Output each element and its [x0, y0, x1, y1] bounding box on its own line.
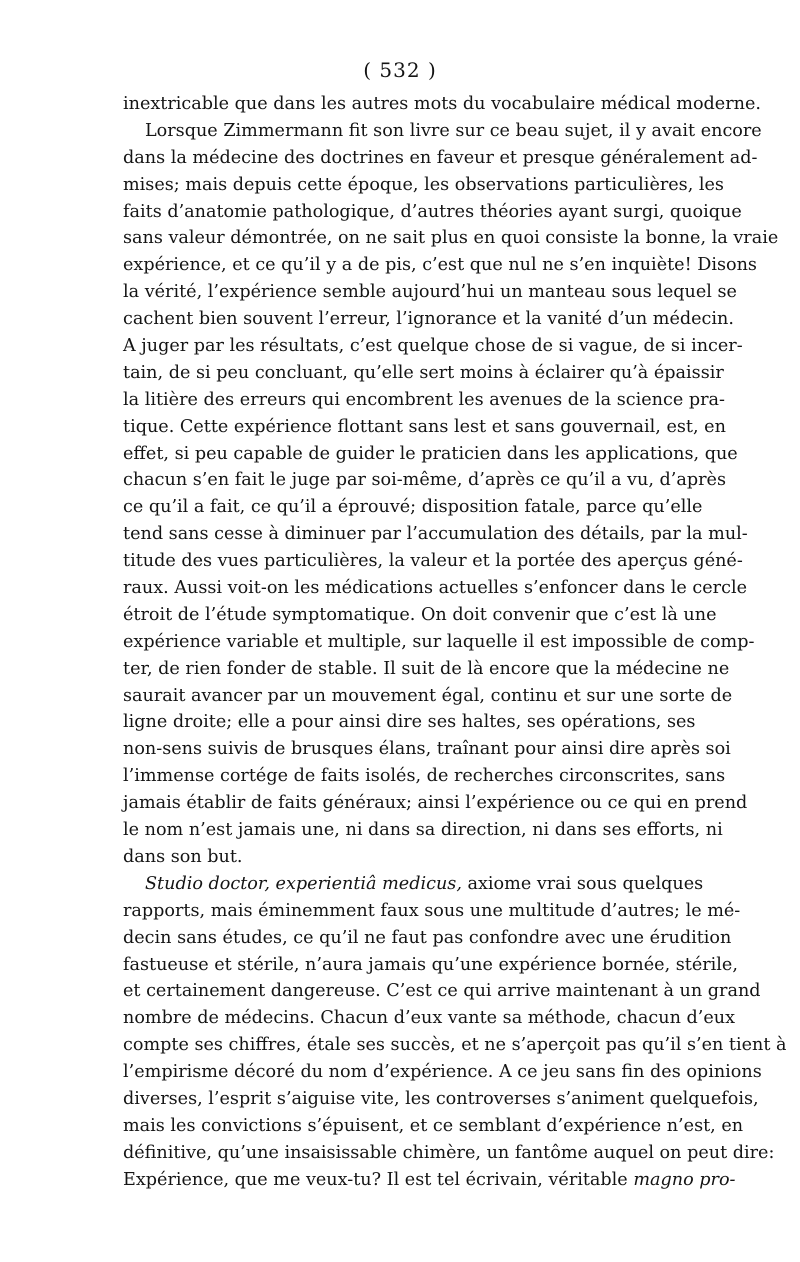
- text-line: compte ses chiffres, étale ses succès, et ne s’aperçoit pas qu’il s’en tient à: [123, 1035, 787, 1056]
- text-line: fastueuse et stérile, n’aura jamais qu’une expérience bornée, stérile,: [123, 954, 738, 975]
- latin-quote: Studio doctor, experientiâ medicus,: [145, 873, 462, 894]
- text-line: expérience variable et multiple, sur laquelle il est impossible de comp-: [123, 631, 755, 652]
- text-line: non-sens suivis de brusques élans, traînant pour ainsi dire après soi: [123, 739, 731, 760]
- text-line: tain, de si peu concluant, qu’elle sert moins à éclairer qu’à épaissir: [123, 362, 724, 383]
- text-line: cachent bien souvent l’erreur, l’ignorance et la vanité d’un médecin.: [123, 309, 734, 330]
- text-line: ter, de rien fonder de stable. Il suit de là encore que la médecine ne: [123, 658, 730, 679]
- page-number: ( 532 ): [363, 58, 437, 82]
- text-line: rapports, mais éminemment faux sous une multitude d’autres; le mé-: [123, 900, 741, 921]
- text-line: Lorsque Zimmermann fit son livre sur ce beau sujet, il y avait encore: [145, 120, 762, 141]
- text-line: [123, 871, 704, 898]
- text-line: mais les convictions s’épuisent, et ce semblant d’expérience n’est, en: [123, 1115, 744, 1136]
- text-line: jamais établir de faits généraux; ainsi l’expérience ou ce qui en prend: [123, 793, 748, 814]
- latin-fragment: magno pro-: [633, 1169, 736, 1190]
- text-line: raux. Aussi voit-on les médications actuelles s’enfoncer dans le cercle: [123, 578, 747, 599]
- text-line: tend sans cesse à diminuer par l’accumulation des détails, par la mul-: [123, 524, 748, 545]
- text-line: et certainement dangereuse. C’est ce qui arrive maintenant à un grand: [123, 981, 761, 1002]
- paragraph-3: [123, 871, 787, 1194]
- text-line: ce qu’il a fait, ce qu’il a éprouvé; disposition fatale, parce qu’elle: [123, 497, 703, 518]
- text-line: effet, si peu capable de guider le praticien dans les applications, que: [123, 443, 738, 464]
- text-line: la vérité, l’expérience semble aujourd’hui un manteau sous lequel se: [123, 282, 737, 303]
- text-line: mises; mais depuis cette époque, les observations particulières, les: [123, 174, 724, 195]
- text-line: étroit de l’étude symptomatique. On doit convenir que c’est là une: [123, 604, 717, 625]
- text-line: sans valeur démontrée, on ne sait plus en quoi consiste la bonne, la vraie: [123, 228, 779, 249]
- text-line: le nom n’est jamais une, ni dans sa direction, ni dans ses efforts, ni: [123, 820, 723, 841]
- text-line: ligne droite; elle a pour ainsi dire ses haltes, ses opérations, ses: [123, 712, 696, 733]
- text-line: définitive, qu’une insaisissable chimère, un fantôme auquel on peut dire:: [123, 1142, 775, 1163]
- text-line: dans la médecine des doctrines en faveur et presque généralement ad-: [123, 147, 758, 168]
- paragraph-2: [123, 118, 779, 871]
- text-line: [123, 1167, 736, 1194]
- text-line: nombre de médecins. Chacun d’eux vante sa méthode, chacun d’eux: [123, 1008, 736, 1029]
- text-line: dans son but.: [123, 846, 243, 867]
- text-line: faits d’anatomie pathologique, d’autres théories ayant surgi, quoique: [123, 201, 742, 222]
- text-line: chacun s’en fait le juge par soi-même, d’après ce qu’il a vu, d’après: [123, 470, 726, 491]
- text-fragment: Expérience, que me veux-tu? Il est tel écrivain, véritable: [123, 1169, 634, 1190]
- text-line: saurait avancer par un mouvement égal, continu et sur une sorte de: [123, 685, 733, 706]
- text-line: l’empirisme décoré du nom d’expérience. A ce jeu sans fin des opinions: [123, 1062, 762, 1083]
- text-line: diverses, l’esprit s’aiguise vite, les controverses s’animent quelquefois,: [123, 1088, 759, 1109]
- text-line: l’immense cortége de faits isolés, de recherches circonscrites, sans: [123, 766, 726, 787]
- text-line: decin sans études, ce qu’il ne faut pas confondre avec une érudition: [123, 927, 732, 948]
- paragraph-1: [123, 91, 761, 118]
- text-line: titude des vues particulières, la valeur et la portée des aperçus géné-: [123, 551, 743, 572]
- body-text: [123, 91, 787, 1194]
- text-line: la litière des erreurs qui encombrent les avenues de la science pra-: [123, 389, 725, 410]
- text-line: tique. Cette expérience flottant sans lest et sans gouvernail, est, en: [123, 416, 726, 437]
- text-line: A juger par les résultats, c’est quelque chose de si vague, de si incer-: [123, 336, 743, 357]
- text-line: expérience, et ce qu’il y a de pis, c’est que nul ne s’en inquiète! Disons: [123, 255, 757, 276]
- text-fragment: axiome vrai sous quelques: [461, 873, 704, 894]
- text-line: inextricable que dans les autres mots du vocabulaire médical moderne.: [123, 94, 761, 114]
